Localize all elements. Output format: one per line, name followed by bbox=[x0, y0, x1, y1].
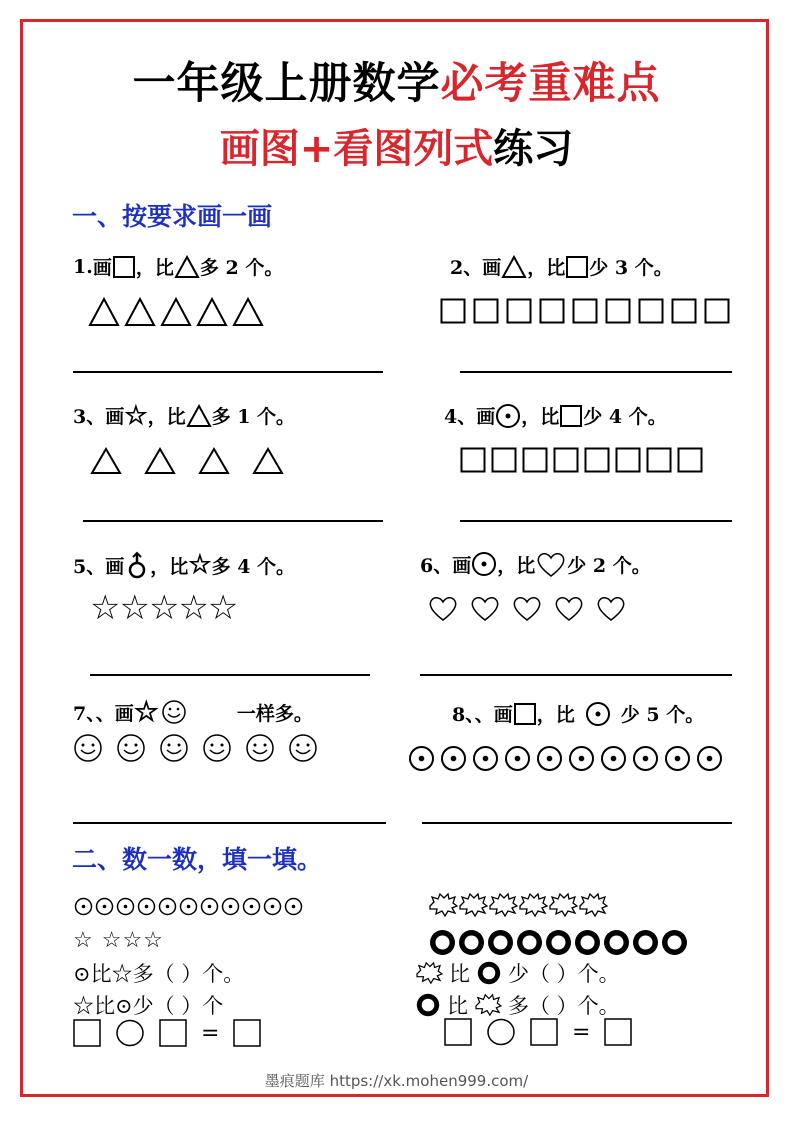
footer-watermark[interactable]: 墨痕题库 https://xk.mohen999.com/ bbox=[264, 1072, 529, 1090]
heart-icon bbox=[469, 594, 501, 622]
smiley-icon bbox=[72, 733, 104, 763]
sunburst-icon bbox=[486, 928, 515, 957]
square-icon[interactable] bbox=[159, 1019, 187, 1047]
triangle-icon bbox=[186, 404, 212, 428]
triangle-icon bbox=[144, 447, 176, 475]
dot-circle-icon bbox=[536, 745, 563, 772]
star-icon: ☆ bbox=[133, 695, 159, 728]
square-icon bbox=[112, 255, 136, 279]
question-5: 5、 画 ，比 ☆ 多 4 个。 bbox=[73, 550, 296, 580]
smiley-icon bbox=[115, 733, 147, 763]
smiley-icon bbox=[201, 733, 233, 763]
square-icon bbox=[671, 298, 697, 324]
triangle-icon bbox=[88, 297, 120, 327]
smiley-icon bbox=[287, 733, 319, 763]
sunburst-icon bbox=[515, 928, 544, 957]
triangle-icon bbox=[160, 297, 192, 327]
dot-circle-icon bbox=[158, 897, 177, 916]
answer-line-7[interactable] bbox=[73, 822, 386, 824]
circle-icon[interactable] bbox=[115, 1019, 145, 1047]
equation-right bbox=[444, 1018, 632, 1046]
q1-triangles bbox=[88, 297, 264, 327]
question-3: 3、 画 ☆ ，比 多 1 个。 bbox=[73, 400, 296, 431]
count-stars: ☆ ☆☆☆ bbox=[73, 928, 164, 953]
count-sunbursts bbox=[428, 928, 689, 957]
dot-circle-icon bbox=[242, 897, 261, 916]
dot-circle-icon bbox=[632, 745, 659, 772]
dot-circle-icon bbox=[504, 745, 531, 772]
square-icon bbox=[473, 298, 499, 324]
dot-circle-icon bbox=[74, 897, 93, 916]
q7-smileys bbox=[72, 733, 319, 763]
circle-icon[interactable] bbox=[486, 1018, 516, 1046]
dot-circle-icon bbox=[221, 897, 240, 916]
q3-triangles bbox=[90, 447, 284, 475]
sunburst-icon bbox=[660, 928, 689, 957]
square-icon[interactable] bbox=[233, 1019, 261, 1047]
dot-circle-icon bbox=[263, 897, 282, 916]
triangle-icon bbox=[232, 297, 264, 327]
sunburst-icon bbox=[428, 928, 457, 957]
square-icon[interactable] bbox=[73, 1019, 101, 1047]
square-icon bbox=[522, 447, 548, 473]
square-icon bbox=[638, 298, 664, 324]
spiky-cloud-icon bbox=[428, 892, 458, 918]
square-icon bbox=[460, 447, 486, 473]
question-1: 1. 画 ，比 多 2 个。 bbox=[73, 255, 284, 279]
section-1-heading: 一、按要求画一画 bbox=[72, 202, 273, 231]
equals-sign: = bbox=[201, 1020, 220, 1046]
question-2: 2、 画 ，比 少 3 个。 bbox=[450, 253, 673, 280]
smiley-icon bbox=[244, 733, 276, 763]
dot-circle-icon bbox=[471, 551, 497, 577]
square-icon bbox=[553, 447, 579, 473]
question-7: 7、、 画 ☆ 一样多。 bbox=[73, 695, 313, 728]
q6-hearts bbox=[427, 594, 627, 622]
triangle-icon bbox=[501, 255, 527, 279]
heart-icon bbox=[511, 594, 543, 622]
heart-icon bbox=[427, 594, 459, 622]
answer-line-3[interactable] bbox=[83, 520, 383, 522]
answer-line-6[interactable] bbox=[420, 674, 732, 676]
dot-circle-icon bbox=[95, 897, 114, 916]
q5-stars: ☆☆☆☆☆ bbox=[90, 588, 238, 628]
apple-icon bbox=[124, 550, 150, 580]
sunburst-icon bbox=[631, 928, 660, 957]
q2-squares bbox=[440, 298, 730, 324]
page-title: 一年级上册数学必考重难点 bbox=[132, 59, 661, 109]
question-4: 4、 画 ，比 少 4 个。 bbox=[444, 402, 667, 429]
square-icon[interactable] bbox=[530, 1018, 558, 1046]
square-icon bbox=[584, 447, 610, 473]
fill-left-line-2: ☆比⊙少（ ）个 bbox=[73, 994, 224, 1018]
dot-circle-icon bbox=[116, 897, 135, 916]
dot-circle-icon bbox=[585, 701, 611, 727]
dot-circle-icon bbox=[696, 745, 723, 772]
square-icon bbox=[615, 447, 641, 473]
triangle-icon bbox=[198, 447, 230, 475]
q4-squares bbox=[460, 447, 703, 473]
triangle-icon bbox=[196, 297, 228, 327]
fill-left-line-1: ⊙比☆多（ ）个。 bbox=[73, 962, 245, 986]
square-icon bbox=[704, 298, 730, 324]
answer-line-1[interactable] bbox=[73, 371, 383, 373]
triangle-icon bbox=[252, 447, 284, 475]
spiky-cloud-icon bbox=[518, 892, 548, 918]
square-icon bbox=[677, 447, 703, 473]
heart-icon bbox=[535, 550, 567, 578]
square-icon bbox=[506, 298, 532, 324]
sunburst-icon bbox=[602, 928, 631, 957]
star-icon: ☆ bbox=[124, 400, 148, 431]
answer-line-5[interactable] bbox=[90, 674, 370, 676]
count-dot-circles bbox=[74, 897, 303, 916]
heart-icon bbox=[553, 594, 585, 622]
star-icon: ☆ bbox=[188, 550, 212, 580]
heart-icon bbox=[595, 594, 627, 622]
question-6: 6、 画 ，比 少 2 个。 bbox=[420, 550, 651, 578]
dot-circle-icon bbox=[408, 745, 435, 772]
dot-circle-icon bbox=[568, 745, 595, 772]
square-icon bbox=[565, 255, 589, 279]
spiky-cloud-icon bbox=[578, 892, 608, 918]
spiky-cloud-icon bbox=[474, 993, 502, 1017]
square-icon bbox=[491, 447, 517, 473]
square-icon bbox=[513, 702, 537, 726]
fill-right-line-2: 比 多（ ）个。 bbox=[415, 990, 620, 1020]
count-spiky-clouds bbox=[428, 892, 608, 918]
square-icon bbox=[605, 298, 631, 324]
spiky-cloud-icon bbox=[458, 892, 488, 918]
answer-line-2[interactable] bbox=[460, 371, 732, 373]
square-icon[interactable] bbox=[604, 1018, 632, 1046]
q8-dot-circles bbox=[408, 745, 723, 772]
sunburst-icon bbox=[476, 960, 502, 986]
equals-sign: = bbox=[572, 1019, 591, 1045]
dot-circle-icon bbox=[284, 897, 303, 916]
spiky-cloud-icon bbox=[415, 961, 443, 985]
triangle-icon bbox=[124, 297, 156, 327]
fill-right-line-1: 比 少（ ）个。 bbox=[415, 958, 620, 988]
page-subtitle: 画图+看图列式练习 bbox=[219, 126, 574, 172]
dot-circle-icon bbox=[495, 403, 521, 429]
dot-circle-icon bbox=[472, 745, 499, 772]
section-2-heading: 二、数一数，填一填。 bbox=[72, 845, 323, 874]
triangle-icon bbox=[90, 447, 122, 475]
sunburst-icon bbox=[415, 992, 441, 1018]
dot-circle-icon bbox=[200, 897, 219, 916]
equation-left bbox=[73, 1019, 261, 1047]
square-icon bbox=[539, 298, 565, 324]
square-icon bbox=[646, 447, 672, 473]
dot-circle-icon bbox=[440, 745, 467, 772]
sunburst-icon bbox=[544, 928, 573, 957]
square-icon bbox=[440, 298, 466, 324]
smiley-icon bbox=[159, 698, 189, 726]
square-icon bbox=[572, 298, 598, 324]
answer-line-8[interactable] bbox=[422, 822, 732, 824]
dot-circle-icon bbox=[600, 745, 627, 772]
dot-circle-icon bbox=[137, 897, 156, 916]
sunburst-icon bbox=[573, 928, 602, 957]
answer-line-4[interactable] bbox=[460, 520, 732, 522]
triangle-icon bbox=[174, 255, 200, 279]
square-icon bbox=[559, 404, 583, 428]
sunburst-icon bbox=[457, 928, 486, 957]
square-icon[interactable] bbox=[444, 1018, 472, 1046]
dot-circle-icon bbox=[179, 897, 198, 916]
smiley-icon bbox=[158, 733, 190, 763]
spiky-cloud-icon bbox=[548, 892, 578, 918]
spiky-cloud-icon bbox=[488, 892, 518, 918]
question-8: 8、、 画 ，比 少 5 个。 bbox=[452, 700, 704, 727]
dot-circle-icon bbox=[664, 745, 691, 772]
